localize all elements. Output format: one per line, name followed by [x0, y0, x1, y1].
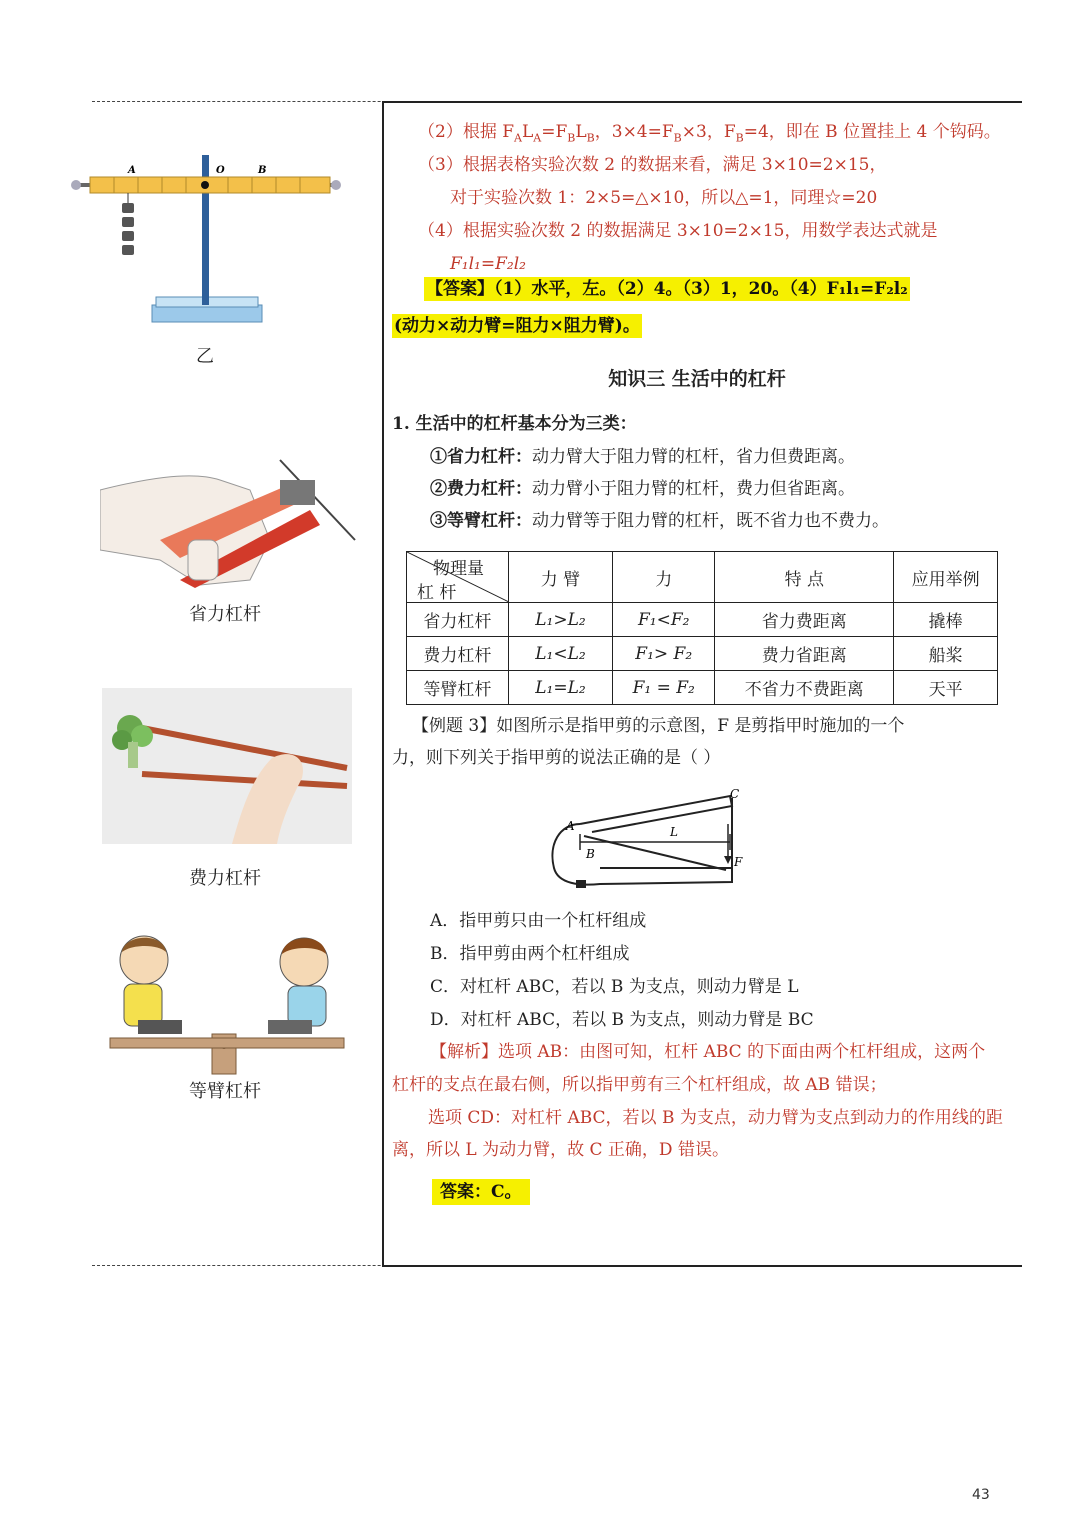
type-1	[430, 445, 855, 469]
caption-yi: 乙	[196, 346, 214, 367]
page-number: 43	[972, 1487, 990, 1503]
solution-line-3b: 对于实验次数 1：2×5=△×10，所以△=1，同理☆=20	[450, 188, 878, 208]
table-corner	[407, 552, 509, 603]
balance-label-a: A	[128, 165, 136, 176]
sub: B	[567, 131, 576, 145]
table-cell: 费力省距离	[715, 637, 894, 671]
sub: B	[586, 131, 595, 145]
solution-line-2-part: （2）根据 F	[418, 122, 515, 142]
lever-table	[406, 551, 998, 705]
clipper-label-b: B	[586, 847, 595, 861]
table-cell: 撬棒	[894, 603, 998, 637]
example-line-a: 【例题 3】如图所示是指甲剪的示意图，F 是剪指甲时施加的一个	[412, 716, 905, 736]
table-row	[407, 637, 998, 671]
answer-highlight: (动力×动力臂=阻力×阻力臂)。	[394, 316, 640, 336]
caption-force-wasting: 费力杠杆	[189, 868, 261, 889]
clipper-label-f: F	[734, 855, 743, 869]
table-cell: F₁ = F₂	[613, 671, 715, 705]
clipper-label-l: L	[670, 825, 678, 839]
solution-line-2-part: L	[575, 122, 587, 142]
solution-line-2-part: ，3×4=F	[594, 122, 674, 142]
corner-bottom: 杠 杆	[417, 583, 457, 603]
type-desc: 动力臂小于阻力臂的杠杆，费力但省距离。	[532, 479, 855, 499]
solution-line-4: （4）根据实验次数 2 的数据满足 3×10=2×15，用数学表达式就是	[418, 221, 938, 241]
balance-label-o: O	[216, 165, 225, 176]
sub: B	[673, 131, 682, 145]
chopsticks-illustration	[102, 688, 352, 844]
answer-1-line-b	[392, 314, 642, 338]
caption-force-saving: 省力杠杆	[189, 604, 261, 625]
table-cell: L₁<L₂	[508, 637, 612, 671]
table-cell: F₁> F₂	[613, 637, 715, 671]
solution-line-2-part: L	[521, 122, 534, 142]
option-d: D．对杠杆 ABC，若以 B 为支点，则动力臂是 BC	[430, 1010, 814, 1030]
table-cell: 不省力不费距离	[715, 671, 894, 705]
nail-clipper-diagram	[540, 784, 750, 894]
sub: A	[533, 131, 542, 145]
top-solid-border	[382, 101, 1022, 103]
analysis-line-c: 选项 CD：对杠杆 ABC，若以 B 为支点，动力臂为支点到动力的作用线的距	[428, 1108, 1003, 1128]
pliers-illustration	[100, 450, 360, 590]
table-header: 特 点	[715, 552, 894, 603]
analysis-line-b: 杠杆的支点在最右侧，所以指甲剪有三个杠杆组成，故 AB 错误；	[392, 1075, 887, 1095]
table-cell: 等臂杠杆	[407, 671, 509, 705]
option-c: C．对杠杆 ABC，若以 B 为支点，则动力臂是 L	[430, 977, 799, 997]
sub: B	[735, 131, 744, 145]
type-desc: 动力臂等于阻力臂的杠杆，既不省力也不费力。	[532, 511, 889, 531]
example-line-b: 力，则下列关于指甲剪的说法正确的是（ ）	[392, 748, 721, 768]
solution-line-2-part: =4，即在 B 位置挂上 4 个钩码。	[743, 122, 1001, 142]
analysis-line-a: 【解析】选项 AB：由图可知，杠杆 ABC 的下面由两个杠杆组成，这两个	[430, 1042, 986, 1062]
table-cell: 天平	[894, 671, 998, 705]
table-cell: F₁<F₂	[613, 603, 715, 637]
type-3	[430, 509, 889, 533]
answer-1-line-a	[424, 277, 910, 301]
type-label: ③等臂杠杆：	[430, 511, 532, 531]
column-divider	[382, 103, 384, 1266]
table-cell: 费力杠杆	[407, 637, 509, 671]
lever-balance-illustration	[68, 145, 358, 330]
solution-line-2-part: =F	[541, 122, 568, 142]
clipper-label-a: A	[566, 819, 575, 833]
point-1: 1. 生活中的杠杆基本分为三类：	[392, 414, 637, 434]
table-cell: L₁>L₂	[508, 603, 612, 637]
table-cell: L₁=L₂	[508, 671, 612, 705]
option-b: B．指甲剪由两个杠杆组成	[430, 944, 630, 964]
solution-line-2	[418, 120, 1001, 150]
seesaw-illustration	[108, 926, 348, 1076]
solution-line-2-part: ×3，F	[681, 122, 736, 142]
analysis-line-d: 离，所以 L 为动力臂，故 C 正确，D 错误。	[392, 1140, 729, 1160]
clipper-label-c: C	[730, 787, 740, 801]
type-desc: 动力臂大于阻力臂的杠杆，省力但费距离。	[532, 447, 855, 467]
type-label: ①省力杠杆：	[430, 447, 532, 467]
answer-2	[432, 1180, 530, 1204]
balance-label-b: B	[258, 165, 267, 176]
caption-equal-arm: 等臂杠杆	[189, 1081, 261, 1102]
solution-line-3: （3）根据表格实验次数 2 的数据来看，满足 3×10=2×15，	[418, 155, 887, 175]
option-a: A．指甲剪只由一个杠杆组成	[430, 911, 647, 931]
table-row	[407, 603, 998, 637]
table-row	[407, 671, 998, 705]
table-cell: 船桨	[894, 637, 998, 671]
table-header: 应用举例	[894, 552, 998, 603]
table-cell: 省力杠杆	[407, 603, 509, 637]
section-title: 知识三 生活中的杠杆	[608, 368, 786, 390]
table-cell: 省力费距离	[715, 603, 894, 637]
bottom-solid-border	[382, 1265, 1022, 1267]
type-2	[430, 477, 855, 501]
answer-highlight: 【答案】（1）水平，左。（2）4。（3）1，20。（4）F₁l₁=F₂l₂	[426, 279, 908, 299]
table-header: 力 臂	[508, 552, 612, 603]
table-header: 力	[613, 552, 715, 603]
sub: A	[514, 131, 522, 145]
corner-top: 物理量	[433, 559, 484, 579]
type-label: ②费力杠杆：	[430, 479, 532, 499]
answer-2-highlight: 答案：C。	[432, 1179, 530, 1205]
solution-formula: F₁l₁=F₂l₂	[450, 254, 526, 274]
